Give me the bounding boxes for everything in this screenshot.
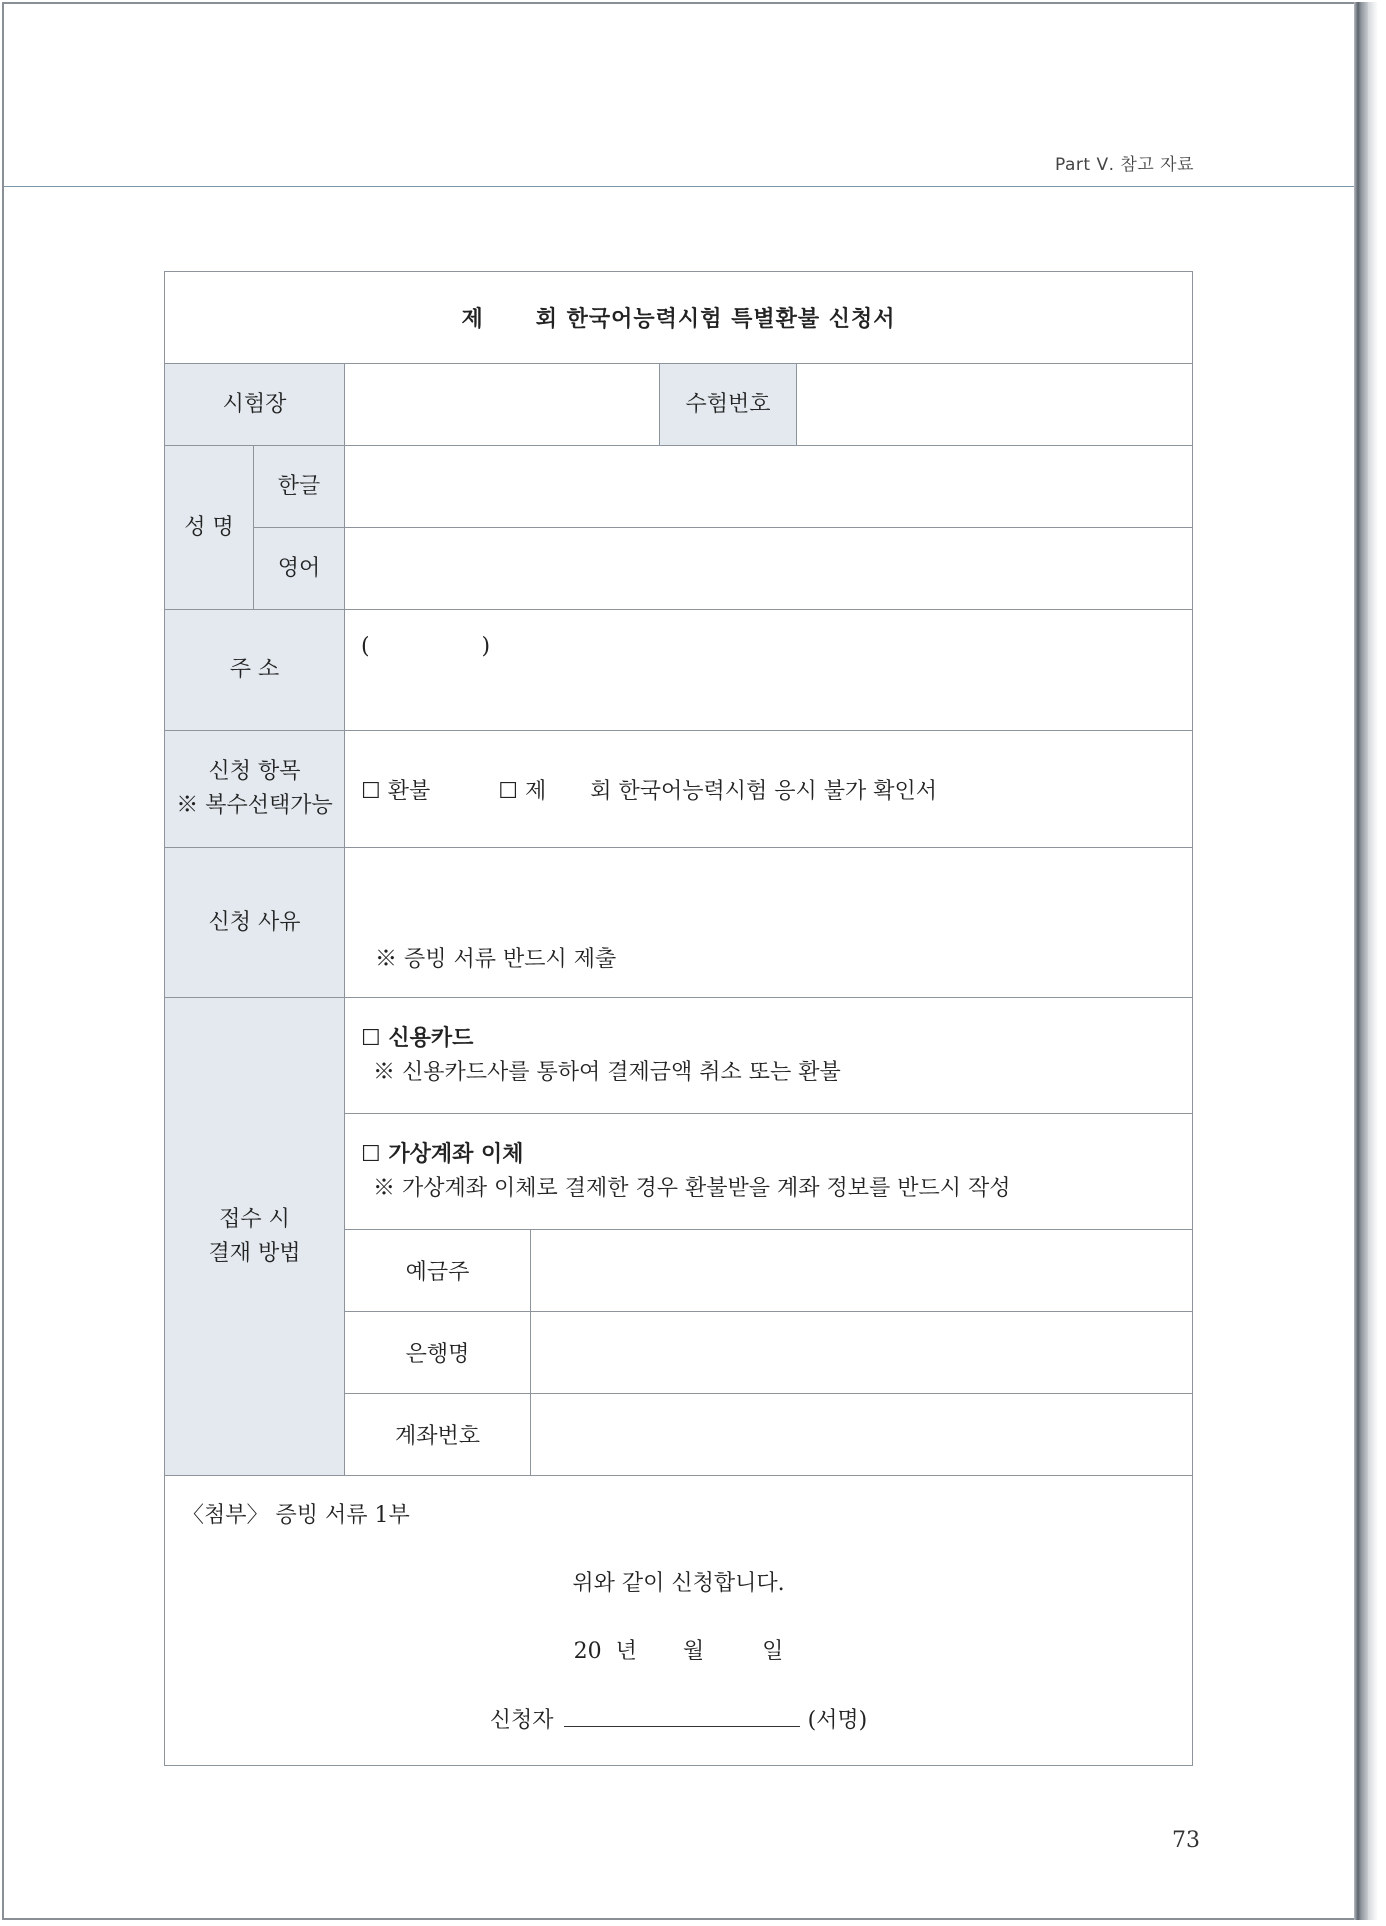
- payment-label-line1: 접수 시: [219, 1206, 290, 1232]
- date-year-prefix: 20: [573, 1639, 602, 1664]
- reason-field[interactable]: [345, 848, 1193, 998]
- exam-site-field[interactable]: [345, 364, 660, 446]
- title-prefix: 제: [461, 307, 484, 332]
- virtual-account-checkbox[interactable]: ☐ 가상계좌 이체: [361, 1141, 524, 1167]
- credit-card-note: ※ 신용카드사를 통하여 결제금액 취소 또는 환불: [373, 1059, 841, 1085]
- name-english-field[interactable]: [345, 528, 1193, 610]
- payment-method-label: [165, 998, 345, 1476]
- option-confirm-text: 회 한국어능력시험 응시 불가 확인서: [590, 778, 937, 804]
- payment-label-line2: 결재 방법: [208, 1240, 301, 1266]
- request-items-note: ※ 복수선택가능: [176, 793, 333, 818]
- date-day: 일: [762, 1639, 784, 1664]
- account-number-label: 계좌번호: [345, 1394, 531, 1476]
- virtual-account-note: ※ 가상계좌 이체로 결제한 경우 환불받을 계좌 정보를 반드시 작성: [373, 1175, 1011, 1201]
- exam-number-label: 수험번호: [660, 364, 797, 446]
- address-field[interactable]: [345, 610, 1193, 731]
- option-refund-checkbox[interactable]: ☐ 환불: [361, 778, 431, 804]
- header-rule: [4, 186, 1354, 187]
- form-title: [165, 272, 1193, 364]
- title-main: 회 한국어능력시험 특별환불 신청서: [535, 307, 896, 332]
- attachment-line: 〈첨부〉 증빙 서류 1부: [182, 1503, 410, 1528]
- request-items-label: [165, 731, 345, 848]
- bank-field[interactable]: [531, 1312, 1193, 1394]
- virtual-account-option: [345, 1114, 1193, 1230]
- name-korean-field[interactable]: [345, 446, 1193, 528]
- date-month: 월: [682, 1639, 705, 1664]
- declaration-block: [165, 1476, 1193, 1766]
- page-number: 73: [1172, 1828, 1200, 1853]
- applicant-label: 신청자: [489, 1708, 554, 1733]
- request-items-title: 신청 항목: [208, 759, 301, 784]
- reason-note: ※ 증빙 서류 반드시 제출: [375, 947, 617, 972]
- credit-card-checkbox[interactable]: ☐ 신용카드: [361, 1025, 474, 1051]
- option-confirm-prefix: ☐ 제: [498, 778, 547, 804]
- reason-label: 신청 사유: [165, 848, 345, 998]
- date-line: [165, 1636, 1192, 1668]
- signature-line: [165, 1704, 1192, 1737]
- signature-label: (서명): [807, 1708, 868, 1733]
- statement-line: 위와 같이 신청합니다.: [572, 1571, 785, 1596]
- date-year: 년: [615, 1639, 637, 1664]
- refund-application-form: [164, 271, 1193, 1766]
- name-english-label: 영어: [254, 528, 345, 610]
- depositor-label: 예금주: [345, 1230, 531, 1312]
- page-edge: [1354, 2, 1368, 1920]
- name-label: 성 명: [165, 446, 254, 610]
- credit-card-option: [345, 998, 1193, 1114]
- exam-site-label: 시험장: [165, 364, 345, 446]
- option-confirm-checkbox[interactable]: [498, 779, 937, 804]
- name-korean-label: 한글: [254, 446, 345, 528]
- page-edge-shadow: [1368, 2, 1378, 1920]
- depositor-field[interactable]: [531, 1230, 1193, 1312]
- exam-number-field[interactable]: [797, 364, 1193, 446]
- address-label: 주 소: [165, 610, 345, 731]
- running-head: Part Ⅴ. 참고 자료: [1055, 155, 1194, 175]
- account-number-field[interactable]: [531, 1394, 1193, 1476]
- request-items-options: [345, 731, 1193, 848]
- address-postal: ( ): [361, 634, 491, 659]
- bank-label: 은행명: [345, 1312, 531, 1394]
- signature-blank[interactable]: [564, 1704, 800, 1727]
